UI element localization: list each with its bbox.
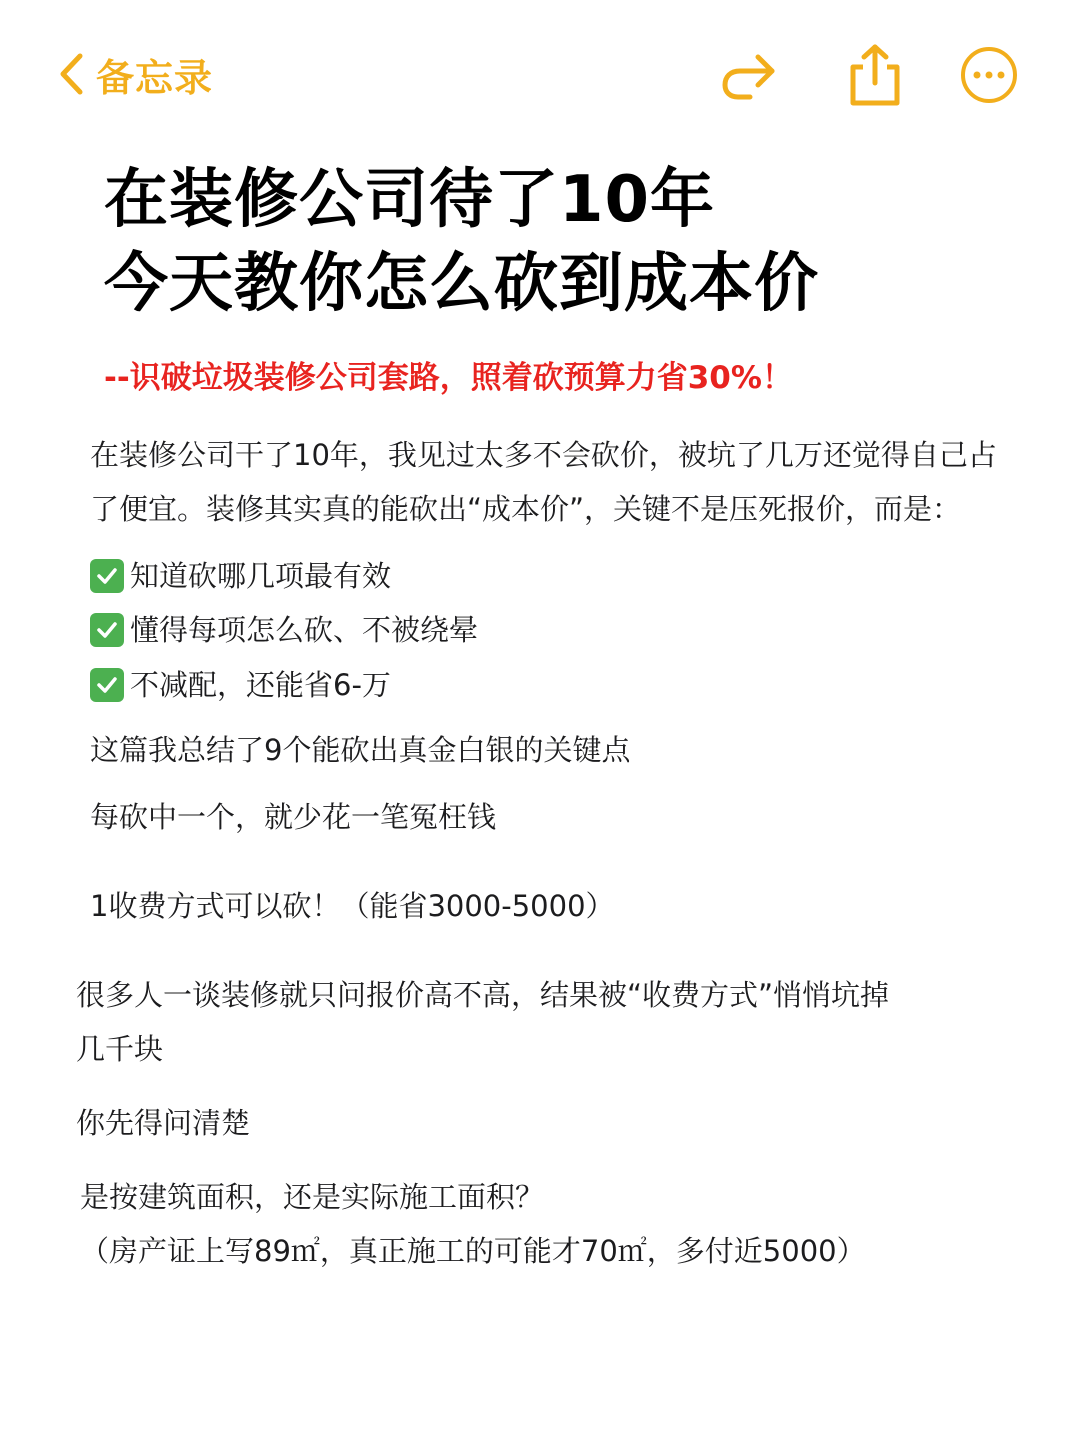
check-mark-icon [90, 613, 124, 647]
paragraph-line: 几千块 [76, 1032, 164, 1066]
note-subtitle: --识破垃圾装修公司套路，照着砍预算力省30%！ [104, 360, 793, 396]
more-button[interactable] [954, 40, 1024, 110]
check-mark-icon [90, 559, 124, 593]
redo-button[interactable] [714, 40, 784, 110]
checklist-text: 不减配，还能省6-万 [130, 668, 391, 702]
note-title [104, 158, 819, 326]
checklist-text: 知道砍哪几项最有效 [130, 559, 392, 593]
section-paragraph-1 [76, 968, 889, 1076]
share-button[interactable] [840, 40, 910, 110]
paragraph-line: 很多人一谈装修就只问报价高不高，结果被“收费方式”悄悄坑掉 [76, 978, 890, 1012]
check-mark-icon [90, 668, 124, 702]
section-paragraph-3 [80, 1170, 866, 1278]
summary-line-2: 每砍中一个，就少花一笔冤枉钱 [90, 800, 497, 834]
share-icon [847, 43, 903, 107]
checklist-item [90, 554, 391, 598]
checklist-item [90, 608, 478, 652]
chevron-left-icon [58, 52, 84, 96]
summary-line-1: 这篇我总结了9个能砍出真金白银的关键点 [90, 733, 631, 767]
redo-icon [720, 49, 778, 101]
more-icon [959, 45, 1019, 105]
section-heading: 1收费方式可以砍！（能省3000-5000） [90, 889, 615, 923]
back-button[interactable] [58, 46, 213, 102]
paragraph-line: 是按建筑面积，还是实际施工面积？ [80, 1180, 545, 1214]
section-paragraph-2: 你先得问清楚 [76, 1106, 251, 1140]
checklist-item [90, 663, 391, 707]
title-line-2: 今天教你怎么砍到成本价 [104, 247, 819, 321]
navigation-bar [0, 0, 1080, 150]
title-line-1: 在装修公司待了10年 [104, 163, 716, 237]
intro-line-1: 在装修公司干了10年，我见过太多不会砍价，被坑了几万还觉得自己占 [90, 438, 997, 472]
intro-line-2: 了便宜。装修其实真的能砍出“成本价”，关键不是压死报价，而是： [90, 492, 962, 526]
checklist-text: 懂得每项怎么砍、不被绕晕 [130, 613, 479, 647]
paragraph-line: （房产证上写89㎡，真正施工的可能才70㎡，多付近5000） [80, 1234, 866, 1268]
back-label: 备忘录 [96, 55, 214, 100]
intro-paragraph [90, 428, 997, 536]
